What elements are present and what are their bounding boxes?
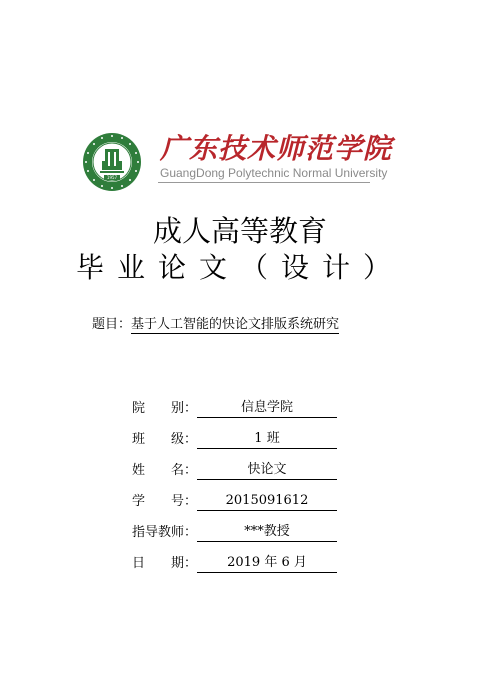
date-value: 2019 年 6 月 — [197, 553, 337, 573]
info-row-name — [132, 460, 352, 482]
info-row-advisor — [132, 522, 352, 544]
student-id-label: 学 号： — [132, 494, 198, 509]
topic-label: 题目： — [92, 317, 132, 332]
info-row-date — [132, 553, 352, 575]
university-name-chinese: 广东技术师范学院 — [160, 132, 393, 165]
advisor-value: ***教授 — [197, 522, 337, 542]
thesis-topic — [92, 316, 339, 334]
header-divider — [158, 182, 370, 183]
name-label: 姓 名： — [132, 463, 198, 478]
student-id-value: 2015091612 — [197, 491, 337, 511]
cover-title-line2: 毕业论文（设计） — [75, 251, 404, 284]
seal-year-text: 1957 — [106, 175, 118, 180]
info-row-class — [132, 429, 352, 451]
info-row-department — [132, 398, 352, 420]
cover-title-line1: 成人高等教育 — [152, 214, 327, 248]
info-row-student-id — [132, 491, 352, 513]
department-value: 信息学院 — [197, 398, 337, 418]
university-seal-logo — [82, 132, 142, 192]
university-name-english: GuangDong Polytechnic Normal University — [160, 166, 388, 180]
advisor-label: 指导教师： — [132, 525, 198, 540]
class-label: 班 级： — [132, 432, 198, 447]
date-label: 日 期： — [132, 556, 198, 571]
class-value: 1 班 — [197, 429, 337, 449]
topic-value: 基于人工智能的快论文排版系统研究 — [131, 317, 340, 332]
name-value: 快论文 — [197, 460, 337, 480]
department-label: 院 别： — [132, 401, 198, 416]
